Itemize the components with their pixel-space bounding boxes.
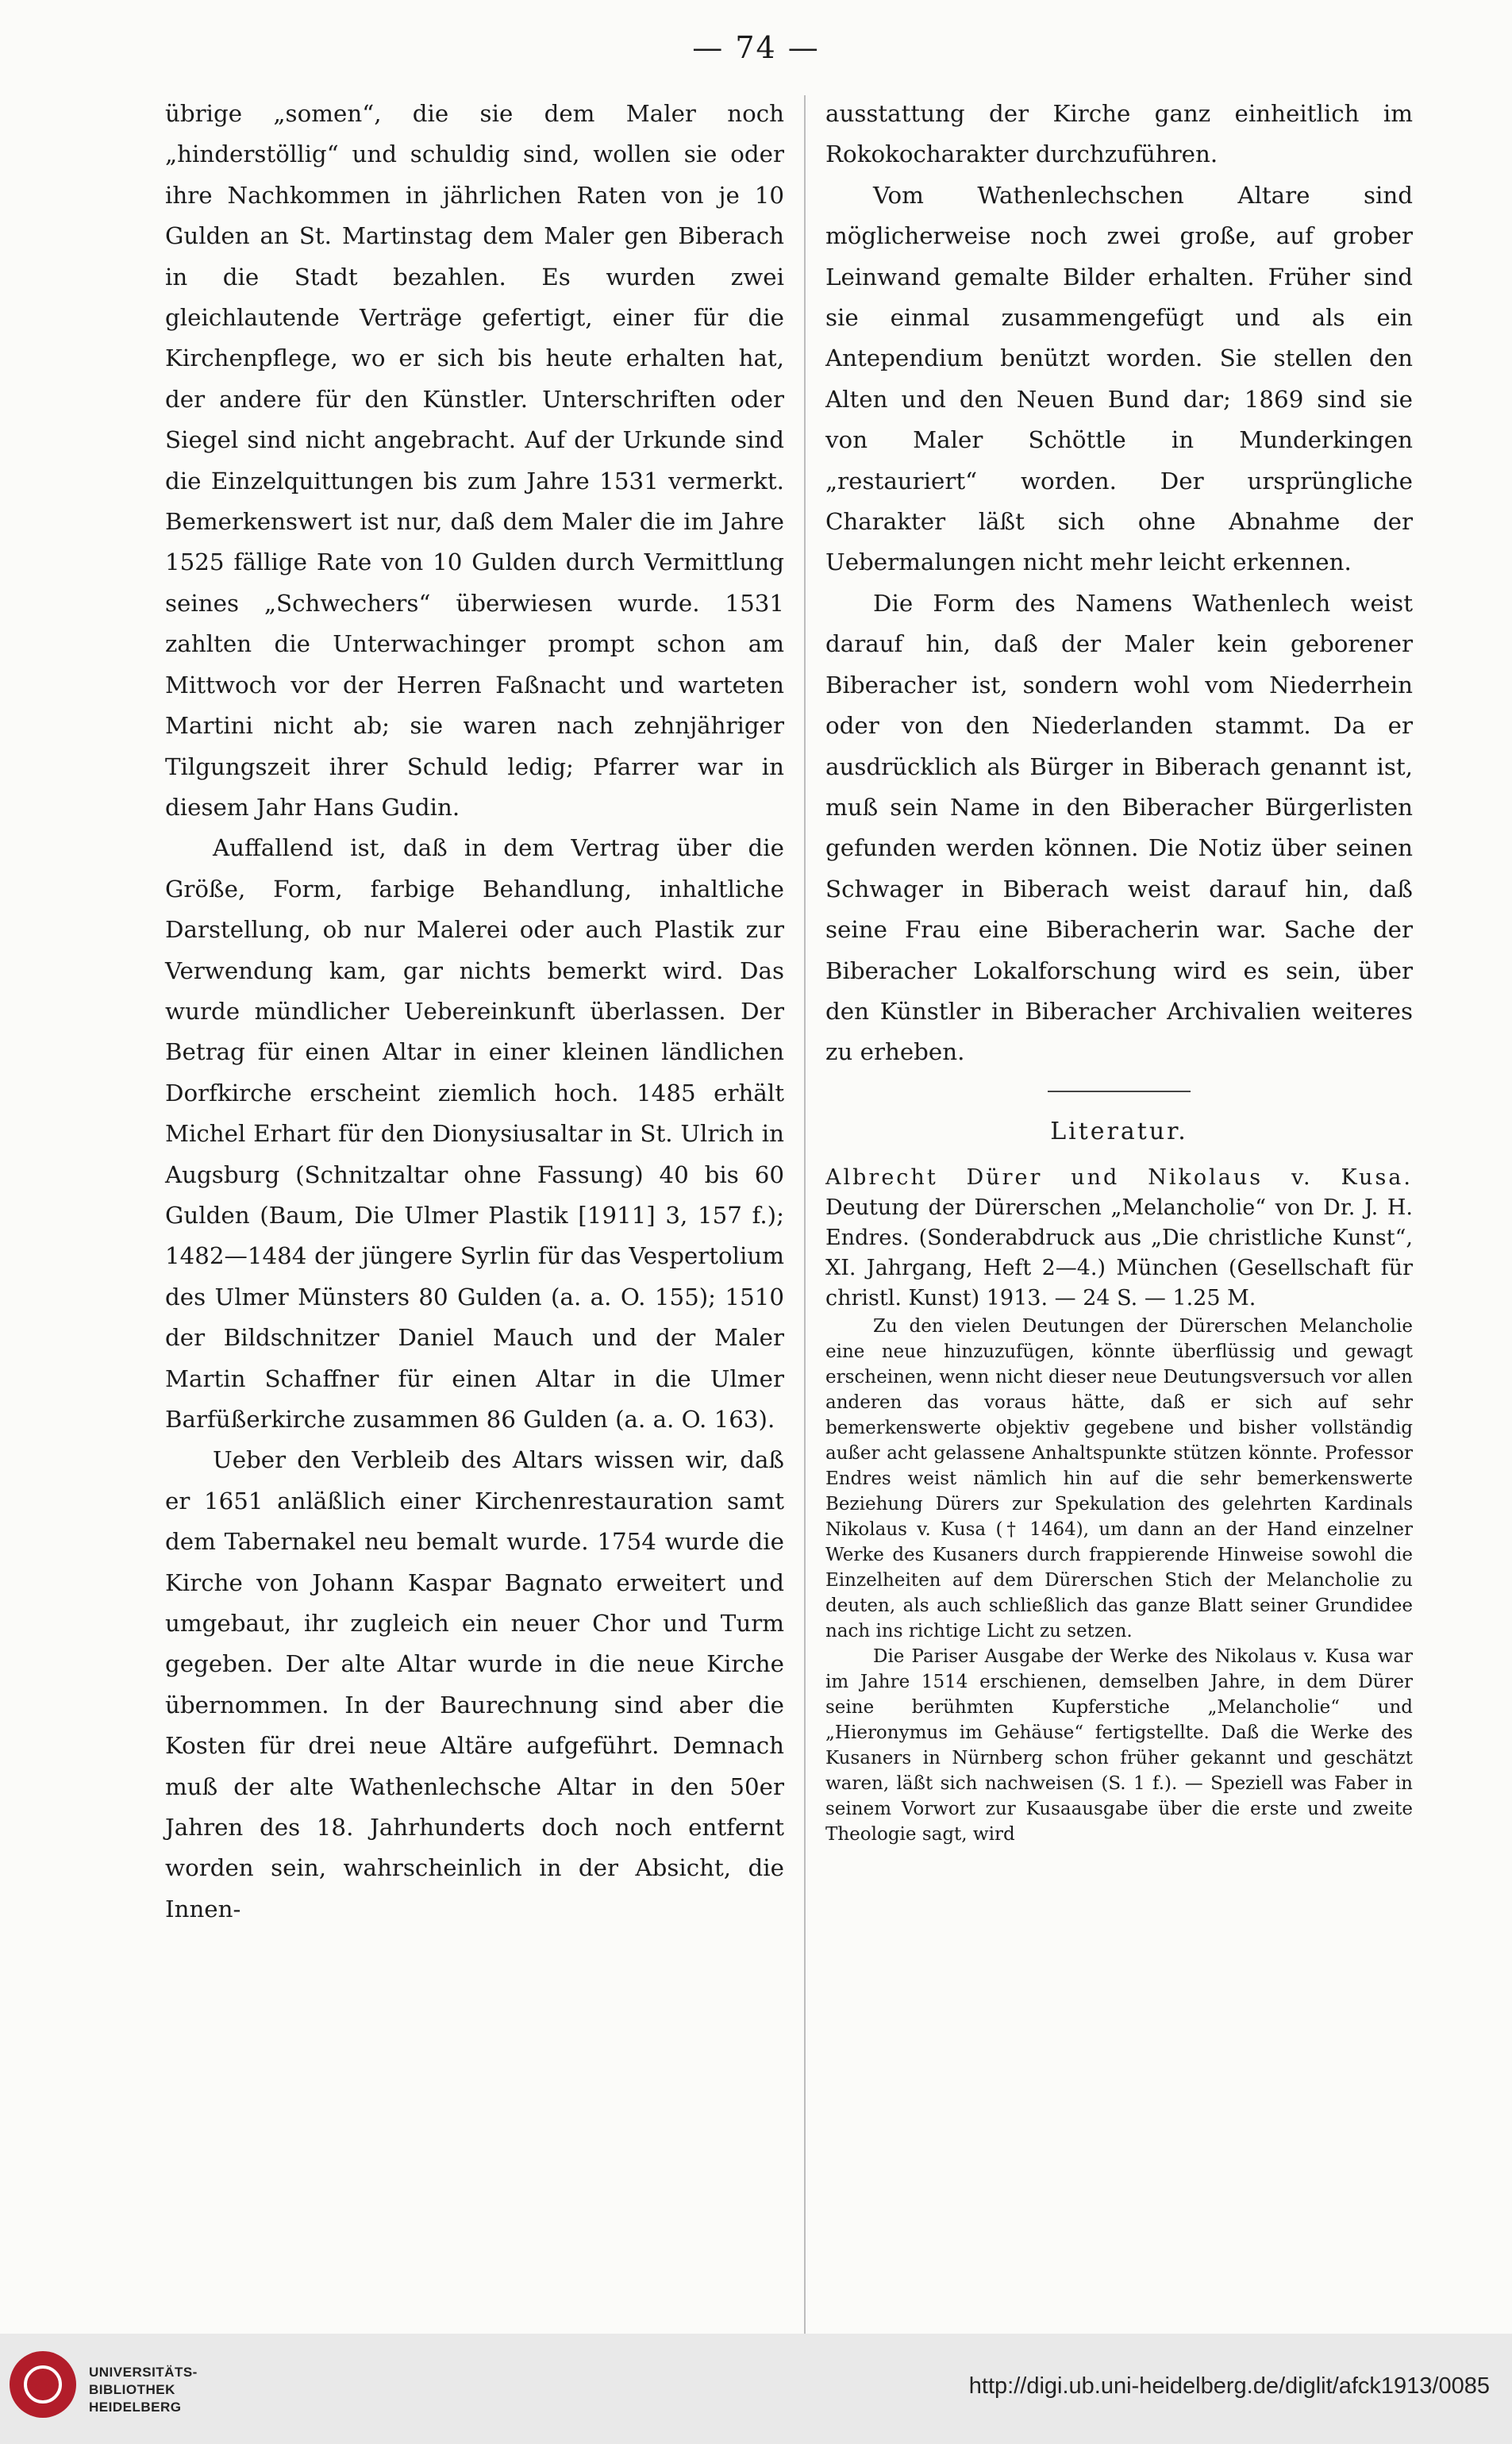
literature-heading: Literatur. (1050, 1117, 1188, 1145)
permalink-url[interactable]: http://digi.ub.uni-heidelberg.de/diglit/afck1913/0085 (968, 2373, 1490, 2399)
literature-note-1: Zu den vielen Deutungen der Dürerschen Melancholie eine neue hinzuzufügen, könnte überflüssig und gewagt erscheinen, wenn nicht dieser neue Deutungsversuch vor allen anderen das voraus hätte, daß er sich auf sehr bemerkenswerte objektiv gegebene und bisher vollständig außer acht gelassene Anhaltspunkte stützen könnte. Professor Endres weist nämlich hin auf die sehr bemerkenswerte Beziehung Dürers zur Spekulation des gelehrten Kardinals Nikolaus v. Kusa († 1464), um dann an der Hand einzelner Werke des Kusaners durch frappierende Hinweise sowohl die Einzelheiten auf dem Dürerschen Stich der Melancholie zu deuten, als auch schließlich das ganze Blatt seiner Grundidee nach ins richtige Licht zu setzen. (825, 1316, 1413, 1642)
section-divider (1048, 1091, 1191, 1092)
right-paragraph-3: Die Form des Namens Wathenlech weist darauf hin, daß der Maler kein geborener Biberacher ist, sondern wohl vom Niederrhein oder von den Niederlanden stammt. Da er ausdrücklich als Bürger in Biberach genannt ist, muß sein Name in den Biberacher Bürgerlisten gefunden werden können. Die Notiz über seinen Schwager in Biberach weist darauf hin, daß seine Frau eine Biberacherin war. Sache der Biberacher Lokalforschung wird es sein, über den Künstler in Biberacher Archivalien weiteres zu erheben. (825, 589, 1413, 1066)
literature-entry-authors: Albrecht Dürer und Nikolaus v. Kusa. (825, 1165, 1413, 1191)
literature-note-2: Die Pariser Ausgabe der Werke des Nikolaus v. Kusa war im Jahre 1514 erschienen, demselben Jahre, in dem Dürer seine berühmten Kupferstiche „Melancholie“ und „Hieronymus im Gehäuse“ fertigstellte. Daß die Werke des Kusaners in Nürnberg schon früher gekannt und geschätzt waren, läßt sich nachweisen (S. 1 f.). — Speziell was Faber in seinem Vorwort zur Kusaausgabe über die erste und zweite Theologie sagt, wird (825, 1646, 1413, 1846)
left-paragraph-2: Auffallend ist, daß in dem Vertrag über die Größe, Form, farbige Behandlung, inhaltliche Darstellung, ob nur Malerei oder auch Plastik zur Verwendung kam, gar nichts bemerkt wird. Das wurde mündlicher Uebereinkunft überlassen. Der Betrag für einen Altar in einer kleinen ländlichen Dorfkirche erscheint ziemlich hoch. 1485 erhält Michel Erhart für den Dionysiusaltar in St. Ulrich in Augsburg (Schnitzaltar ohne Fassung) 40 bis 60 Gulden (Baum, Die Ulmer Plastik [1911] 3, 157 f.); 1482—1484 der jüngere Syrlin für das Vespertolium des Ulmer Münsters 80 Gulden (a. a. O. 155); 1510 der Bildschnitzer Daniel Mauch und der Maler Martin Schaffner für einen Altar in die Ulmer Barfüßerkirche zusammen 86 Gulden (a. a. O. 163). (165, 834, 784, 1433)
university-seal-icon (10, 2351, 76, 2418)
library-name (89, 2364, 198, 2416)
right-column (825, 94, 1413, 1847)
literature-entry-text: Deutung der Dürerschen „Melancholie“ von Dr. J. H. Endres. (Sonderabdruck aus „Die christliche Kunst“, XI. Jahrgang, Heft 2—4.) München (Gesellschaft für christl. Kunst) 1913. — 24 S. — 1.25 M. (825, 1195, 1413, 1311)
left-paragraph-3: Ueber den Verbleib des Altars wissen wir, daß er 1651 anläßlich einer Kirchenrestauration samt dem Tabernakel neu bemalt wurde. 1754 wurde die Kirche von Johann Kaspar Bagnato erweitert und umgebaut, ihr zugleich ein neuer Chor und Turm gegeben. Der alte Altar wurde in die neue Kirche übernommen. In der Baurechnung sind aber die Kosten für drei neue Altäre aufgeführt. Demnach muß der alte Wathenlechsche Altar in den 50er Jahren des 18. Jahrhunderts doch noch entfernt worden sein, wahrscheinlich in der Absicht, die Innen- (165, 1446, 784, 1922)
footer-bar (0, 2334, 1512, 2444)
column-divider (804, 95, 806, 2365)
library-name-line-3: HEIDELBERG (89, 2400, 182, 2415)
page-number: — 74 — (692, 30, 820, 65)
literature-entry (825, 1163, 1413, 1314)
library-name-line-2: BIBLIOTHEK (89, 2382, 175, 2397)
right-paragraph-2: Vom Wathenlechschen Altare sind möglicherweise noch zwei große, auf grober Leinwand gemalte Bilder erhalten. Früher sind sie einmal zusammengefügt und als ein Antependium benützt worden. Sie stellen den Alten und den Neuen Bund dar; 1869 sind sie von Maler Schöttle in Munderkingen „restauriert“ worden. Der ursprüngliche Charakter läßt sich ohne Abnahme der Uebermalungen nicht mehr leicht erkennen. (825, 181, 1413, 576)
library-name-line-1: UNIVERSITÄTS- (89, 2365, 198, 2380)
right-paragraph-1: ausstattung der Kirche ganz einheitlich im Rokokocharakter durchzuführen. (825, 100, 1413, 168)
left-column (165, 94, 784, 1930)
left-paragraph-1: übrige „somen“, die sie dem Maler noch „hinderstöllig“ und schuldig sind, wollen sie oder ihre Nachkommen in jährlichen Raten von je 10 Gulden an St. Martinstag dem Maler gen Biberach in die Stadt bezahlen. Es wurden zwei gleichlautende Verträge gefertigt, einer für die Kirchenpflege, wo er sich bis heute erhalten hat, der andere für den Künstler. Unterschriften oder Siegel sind nicht angebracht. Auf der Urkunde sind die Einzelquittungen bis zum Jahre 1531 vermerkt. Bemerkenswert ist nur, daß dem Maler die im Jahre 1525 fällige Rate von 10 Gulden durch Vermittlung seines „Schwechers“ überwiesen wurde. 1531 zahlten die Unterwachinger prompt schon am Mittwoch vor der Herren Faßnacht und warteten Martini nicht ab; sie waren nach zehnjähriger Tilgungszeit ihrer Schuld ledig; Pfarrer war in diesem Jahr Hans Gudin. (165, 100, 784, 821)
